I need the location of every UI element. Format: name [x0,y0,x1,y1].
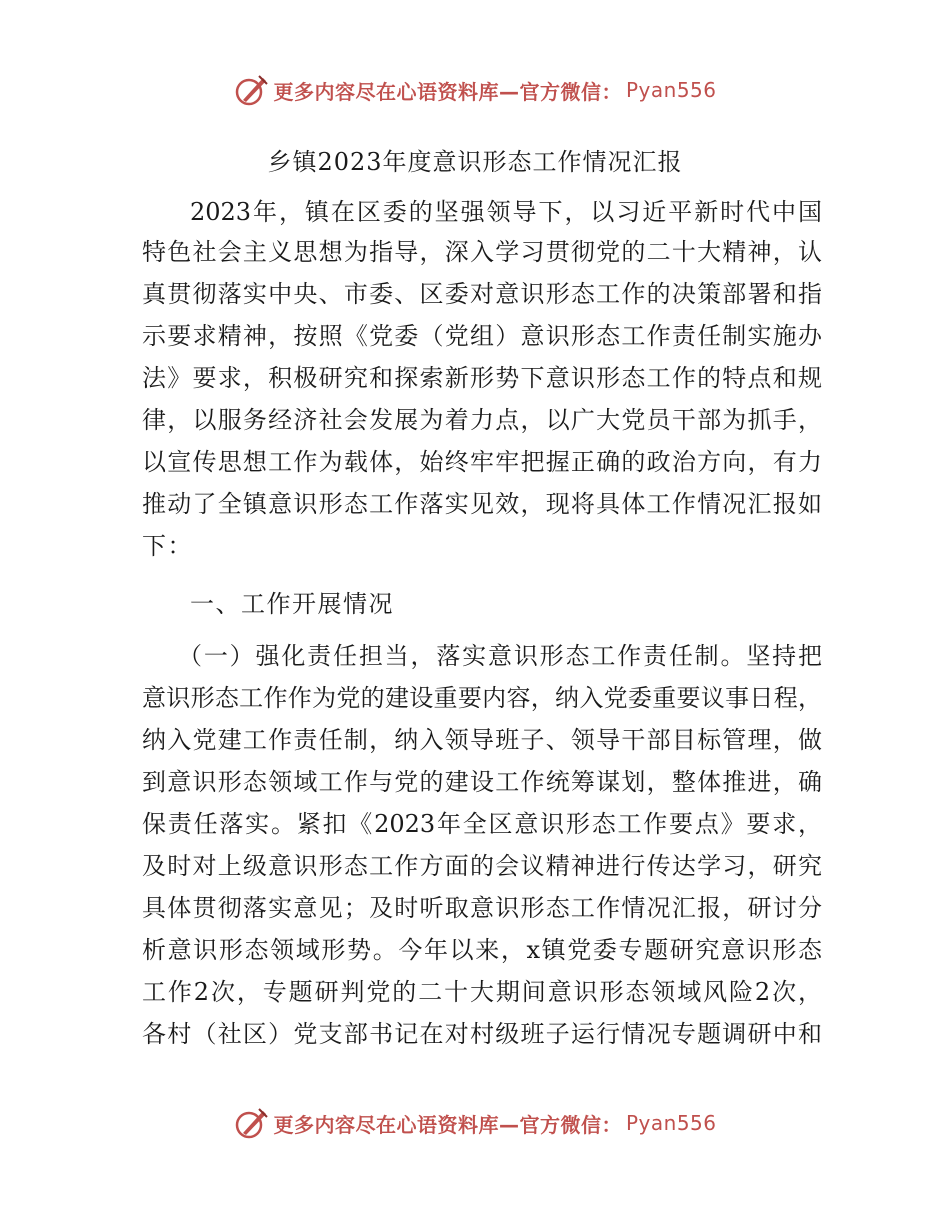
header-watermark-banner [0,72,950,108]
document-title: 乡镇2023年度意识形态工作情况汇报 [267,148,683,176]
quill-pen-logo-icon [233,1105,269,1141]
body-text-line: 析意识形态领域形势。今年以来，x镇党委专题研究意识形态 [142,936,822,964]
body-text-line: 到意识形态领域工作与党的建设工作统筹谋划，整体推进，确 [142,768,822,796]
banner-wechat-id: Pyan556 [625,78,717,102]
banner-text: 更多内容尽在心语资料库—官方微信： [273,1112,622,1137]
banner-text: 更多内容尽在心语资料库—官方微信： [273,79,622,104]
body-text-line: 一、工作开展情况 [190,590,394,618]
body-text-line: 工作2次，专题研判党的二十大期间意识形态领域风险2次， [142,978,822,1006]
body-text-line: 下： [142,532,193,560]
body-text-line: 示要求精神，按照《党委（党组）意识形态工作责任制实施办 [142,322,822,350]
body-text-line: 意识形态工作作为党的建设重要内容，纳入党委重要议事日程， [142,684,822,712]
quill-pen-logo-icon [233,72,269,108]
body-text-line: 2023年，镇在区委的坚强领导下，以习近平新时代中国 [190,198,822,226]
body-text-line: 律，以服务经济社会发展为着力点，以广大党员干部为抓手， [142,406,822,434]
body-text-line: 真贯彻落实中央、市委、区委对意识形态工作的决策部署和指 [142,280,822,308]
body-text-line: （一）强化责任担当，落实意识形态工作责任制。坚持把 [178,642,822,670]
body-text-line: 具体贯彻落实意见；及时听取意识形态工作情况汇报，研讨分 [142,894,822,922]
body-text-line: 保责任落实。紧扣《2023年全区意识形态工作要点》要求， [142,810,822,838]
body-text-line: 法》要求，积极研究和探索新形势下意识形态工作的特点和规 [142,364,822,392]
body-text-line: 以宣传思想工作为载体，始终牢牢把握正确的政治方向，有力 [142,448,822,476]
body-text-line: 各村（社区）党支部书记在对村级班子运行情况专题调研中和 [142,1020,822,1048]
body-text-line: 推动了全镇意识形态工作落实见效，现将具体工作情况汇报如 [142,490,822,518]
banner-wechat-id: Pyan556 [625,1111,717,1135]
body-text-line: 纳入党建工作责任制，纳入领导班子、领导干部目标管理，做 [142,726,822,754]
body-text-line: 及时对上级意识形态工作方面的会议精神进行传达学习，研究 [142,852,822,880]
footer-watermark-banner [0,1105,950,1141]
body-text-line: 特色社会主义思想为指导，深入学习贯彻党的二十大精神，认 [142,238,822,266]
